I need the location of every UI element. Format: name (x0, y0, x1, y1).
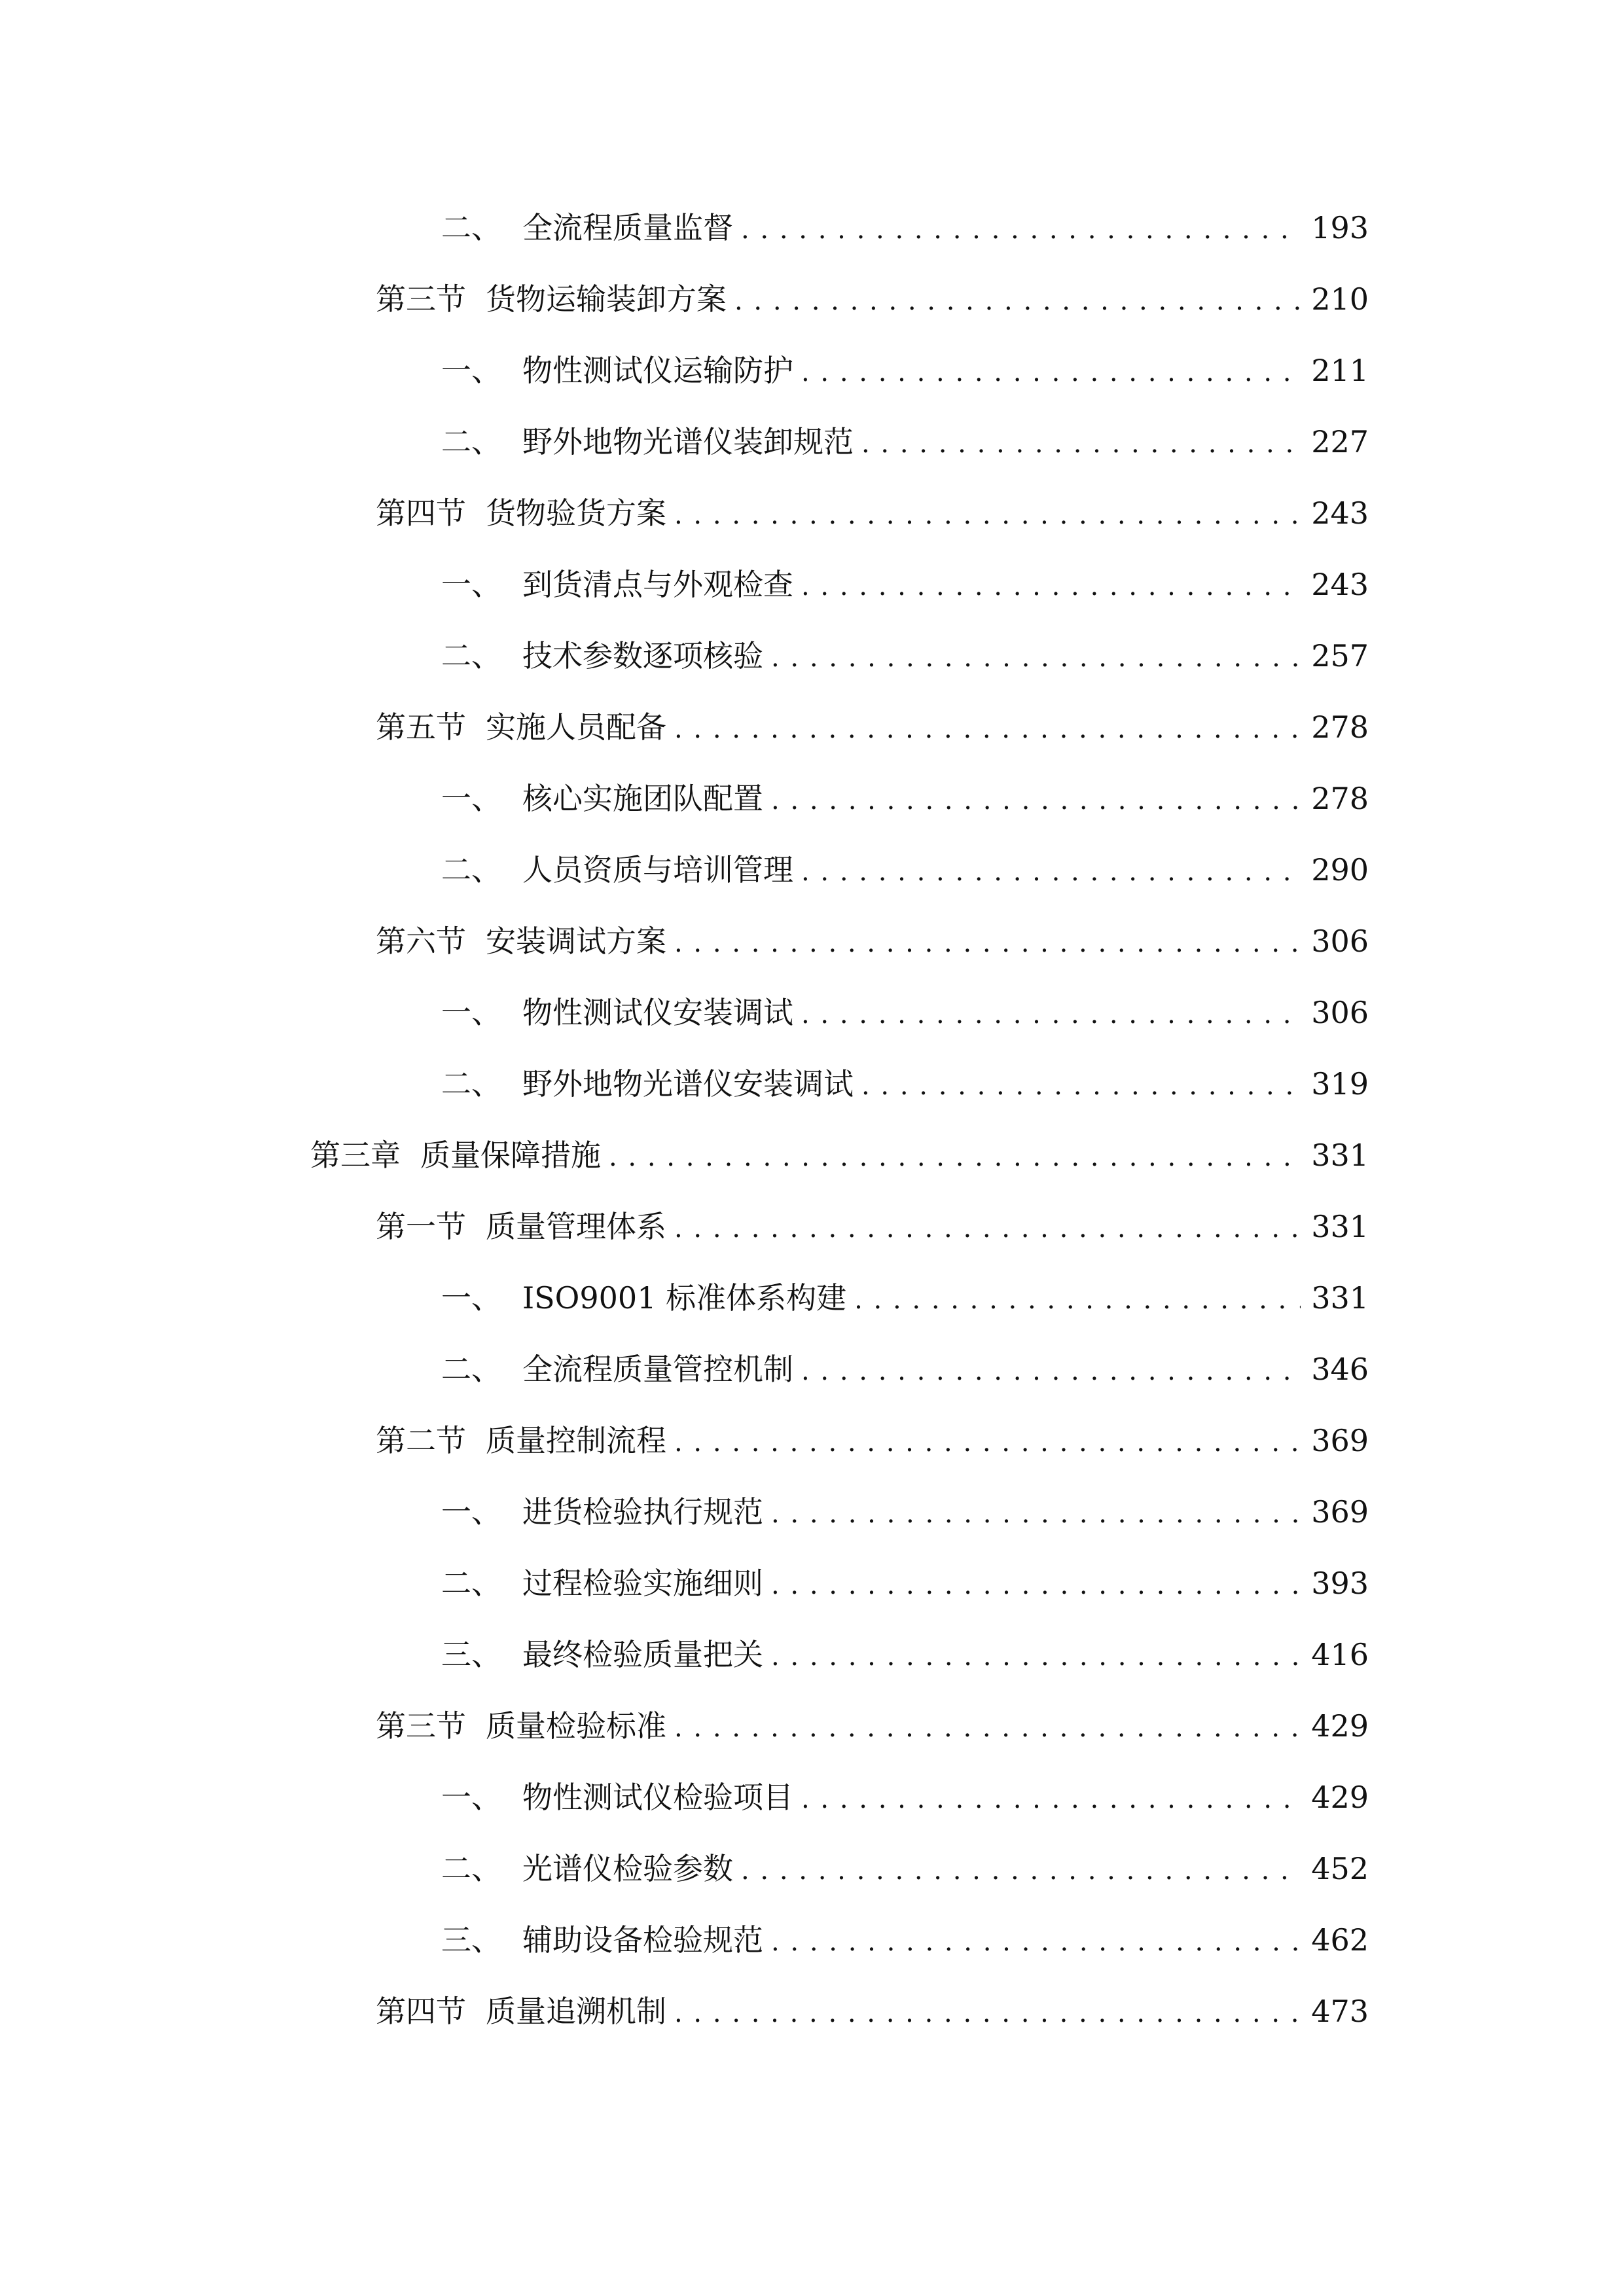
toc-entry-page: 369 (1311, 1494, 1369, 1530)
toc-entry-number: 第四节 (376, 495, 466, 531)
toc-entry-number: 第五节 (376, 709, 466, 745)
toc-entry-number: 一、 (441, 781, 501, 816)
toc-entry-page: 369 (1311, 1423, 1369, 1458)
dot-leader (801, 1782, 1301, 1812)
dot-leader (801, 355, 1301, 386)
toc-entry[interactable] (441, 975, 1369, 1028)
dot-leader (801, 855, 1301, 885)
toc-entry-title: ISO9001 标准体系构建 (522, 1280, 847, 1316)
dot-leader (771, 1568, 1301, 1598)
dot-leader (861, 1069, 1301, 1099)
dot-leader (674, 1211, 1301, 1242)
toc-entry-number: 二、 (441, 638, 501, 673)
toc-entry-number: 第一节 (376, 1209, 466, 1244)
toc-entry-page: 452 (1311, 1851, 1369, 1886)
toc-entry-page: 306 (1311, 995, 1369, 1030)
toc-entry-title: 全流程质量管控机制 (522, 1352, 793, 1387)
toc-entry-number: 二、 (441, 852, 501, 888)
dot-leader (674, 1711, 1301, 1741)
toc-entry-page: 290 (1311, 852, 1369, 888)
toc-entry[interactable] (376, 904, 1369, 959)
toc-entry-title: 技术参数逐项核验 (522, 638, 763, 673)
toc-entry[interactable] (441, 619, 1369, 671)
toc-entry-title: 最终检验质量把关 (522, 1637, 763, 1672)
toc-entry-page: 346 (1311, 1352, 1369, 1387)
dot-leader (771, 1497, 1301, 1527)
toc-entry-title: 到货清点与外观检查 (522, 567, 793, 602)
toc-entry-number: 二、 (441, 210, 501, 245)
dot-leader (771, 641, 1301, 671)
toc-entry[interactable] (376, 1189, 1369, 1242)
toc-entry-number: 二、 (441, 1066, 501, 1102)
dot-leader (801, 569, 1301, 600)
dot-leader (741, 1854, 1301, 1884)
toc-entry-number: 一、 (441, 353, 501, 388)
dot-leader (674, 1996, 1301, 2026)
toc-entry-page: 243 (1311, 567, 1369, 602)
toc-entry-title: 物性测试仪安装调试 (522, 995, 793, 1030)
toc-entry[interactable] (441, 333, 1369, 386)
toc-entry[interactable] (376, 1403, 1369, 1456)
toc-entry[interactable] (376, 476, 1369, 531)
toc-entry-title: 质量追溯机制 (486, 1994, 666, 2029)
dot-leader (854, 1283, 1301, 1313)
toc-entry-number: 第三节 (376, 281, 466, 317)
toc-entry-page: 393 (1311, 1566, 1369, 1601)
dot-leader (609, 1140, 1301, 1170)
toc-entry-page: 306 (1311, 924, 1369, 959)
toc-entry[interactable] (441, 547, 1369, 600)
toc-entry-page: 429 (1311, 1708, 1369, 1744)
toc-entry-page: 319 (1311, 1066, 1369, 1102)
toc-entry[interactable] (376, 1974, 1369, 2029)
toc-entry-page: 227 (1311, 424, 1369, 459)
toc-entry-number: 第六节 (376, 924, 466, 959)
toc-entry-title: 物性测试仪检验项目 (522, 1780, 793, 1815)
toc-entry-page: 278 (1311, 709, 1369, 745)
toc-entry-number: 一、 (441, 1780, 501, 1815)
dot-leader (771, 1640, 1301, 1670)
dot-leader (734, 284, 1301, 314)
toc-entry-title: 野外地物光谱仪安装调试 (522, 1066, 854, 1102)
toc-entry-page: 211 (1311, 353, 1369, 388)
toc-entry[interactable] (441, 761, 1369, 814)
toc-entry[interactable] (441, 1760, 1369, 1815)
toc-entry-title: 质量控制流程 (486, 1423, 666, 1458)
toc-entry-number: 三、 (441, 1637, 501, 1672)
toc-entry-number: 一、 (441, 1494, 501, 1530)
dot-leader (674, 1426, 1301, 1456)
toc-entry-page: 462 (1311, 1922, 1369, 1958)
toc-entry-title: 过程检验实施细则 (522, 1566, 763, 1601)
toc-entry-title: 辅助设备检验规范 (522, 1922, 763, 1958)
toc-entry-page: 243 (1311, 495, 1369, 531)
toc-entry-number: 一、 (441, 995, 501, 1030)
toc-entry-page: 193 (1311, 210, 1369, 245)
toc-entry[interactable] (376, 690, 1369, 745)
toc-entry-title: 货物验货方案 (486, 495, 666, 531)
toc-entry-title: 全流程质量监督 (522, 210, 733, 245)
toc-entry[interactable] (441, 1546, 1369, 1601)
toc-entry-number: 二、 (441, 424, 501, 459)
toc-entry-number: 二、 (441, 1851, 501, 1886)
toc-entry-title: 质量检验标准 (486, 1708, 666, 1744)
toc-entry-title: 野外地物光谱仪装卸规范 (522, 424, 854, 459)
toc-entry[interactable] (376, 262, 1369, 317)
toc-entry-page: 257 (1311, 638, 1369, 673)
toc-entry[interactable] (441, 1831, 1369, 1884)
toc-entry[interactable] (441, 190, 1369, 243)
toc-entry[interactable] (441, 833, 1369, 888)
toc-entry-page: 416 (1311, 1637, 1369, 1672)
toc-entry[interactable] (441, 1047, 1369, 1102)
toc-entry-title: 核心实施团队配置 (522, 781, 763, 816)
dot-leader (771, 1925, 1301, 1955)
toc-entry-title: 质量保障措施 (420, 1138, 601, 1173)
toc-entry-page: 331 (1311, 1138, 1369, 1173)
toc-entry-number: 第三节 (376, 1708, 466, 1744)
toc-entry-title: 光谱仪检验参数 (522, 1851, 733, 1886)
toc-entry[interactable] (376, 1689, 1369, 1744)
toc-entry[interactable] (310, 1118, 1369, 1173)
toc-entry[interactable] (441, 1903, 1369, 1958)
toc-entry-title: 实施人员配备 (486, 709, 666, 745)
dot-leader (674, 926, 1301, 956)
toc-entry-page: 331 (1311, 1209, 1369, 1244)
toc-entry[interactable] (441, 1617, 1369, 1670)
toc-entry-title: 人员资质与培训管理 (522, 852, 793, 888)
dot-leader (741, 213, 1301, 243)
toc-entry[interactable] (441, 1261, 1369, 1316)
toc-entry[interactable] (441, 1332, 1369, 1387)
toc-entry-title: 货物运输装卸方案 (486, 281, 727, 317)
dot-leader (674, 712, 1301, 742)
toc-entry-page: 210 (1311, 281, 1369, 317)
toc-entry-number: 一、 (441, 1280, 501, 1316)
dot-leader (861, 427, 1301, 457)
toc-entry-title: 质量管理体系 (486, 1209, 666, 1244)
toc-entry-number: 第二节 (376, 1423, 466, 1458)
toc-entry-title: 进货检验执行规范 (522, 1494, 763, 1530)
dot-leader (771, 783, 1301, 814)
dot-leader (801, 1354, 1301, 1384)
dot-leader (801, 997, 1301, 1028)
toc-entry-number: 二、 (441, 1566, 501, 1601)
toc-entry-page: 429 (1311, 1780, 1369, 1815)
toc-entry-page: 473 (1311, 1994, 1369, 2029)
toc-entry-number: 第四节 (376, 1994, 466, 2029)
dot-leader (674, 498, 1301, 528)
toc-entry[interactable] (441, 404, 1369, 457)
toc-entry-number: 第三章 (310, 1138, 401, 1173)
toc-entry-number: 一、 (441, 567, 501, 602)
toc-entry-page: 331 (1311, 1280, 1369, 1316)
toc-entry-number: 三、 (441, 1922, 501, 1958)
toc-entry-title: 安装调试方案 (486, 924, 666, 959)
toc-entry-page: 278 (1311, 781, 1369, 816)
toc-entry-number: 二、 (441, 1352, 501, 1387)
toc-entry-title: 物性测试仪运输防护 (522, 353, 793, 388)
toc-entry[interactable] (441, 1475, 1369, 1530)
